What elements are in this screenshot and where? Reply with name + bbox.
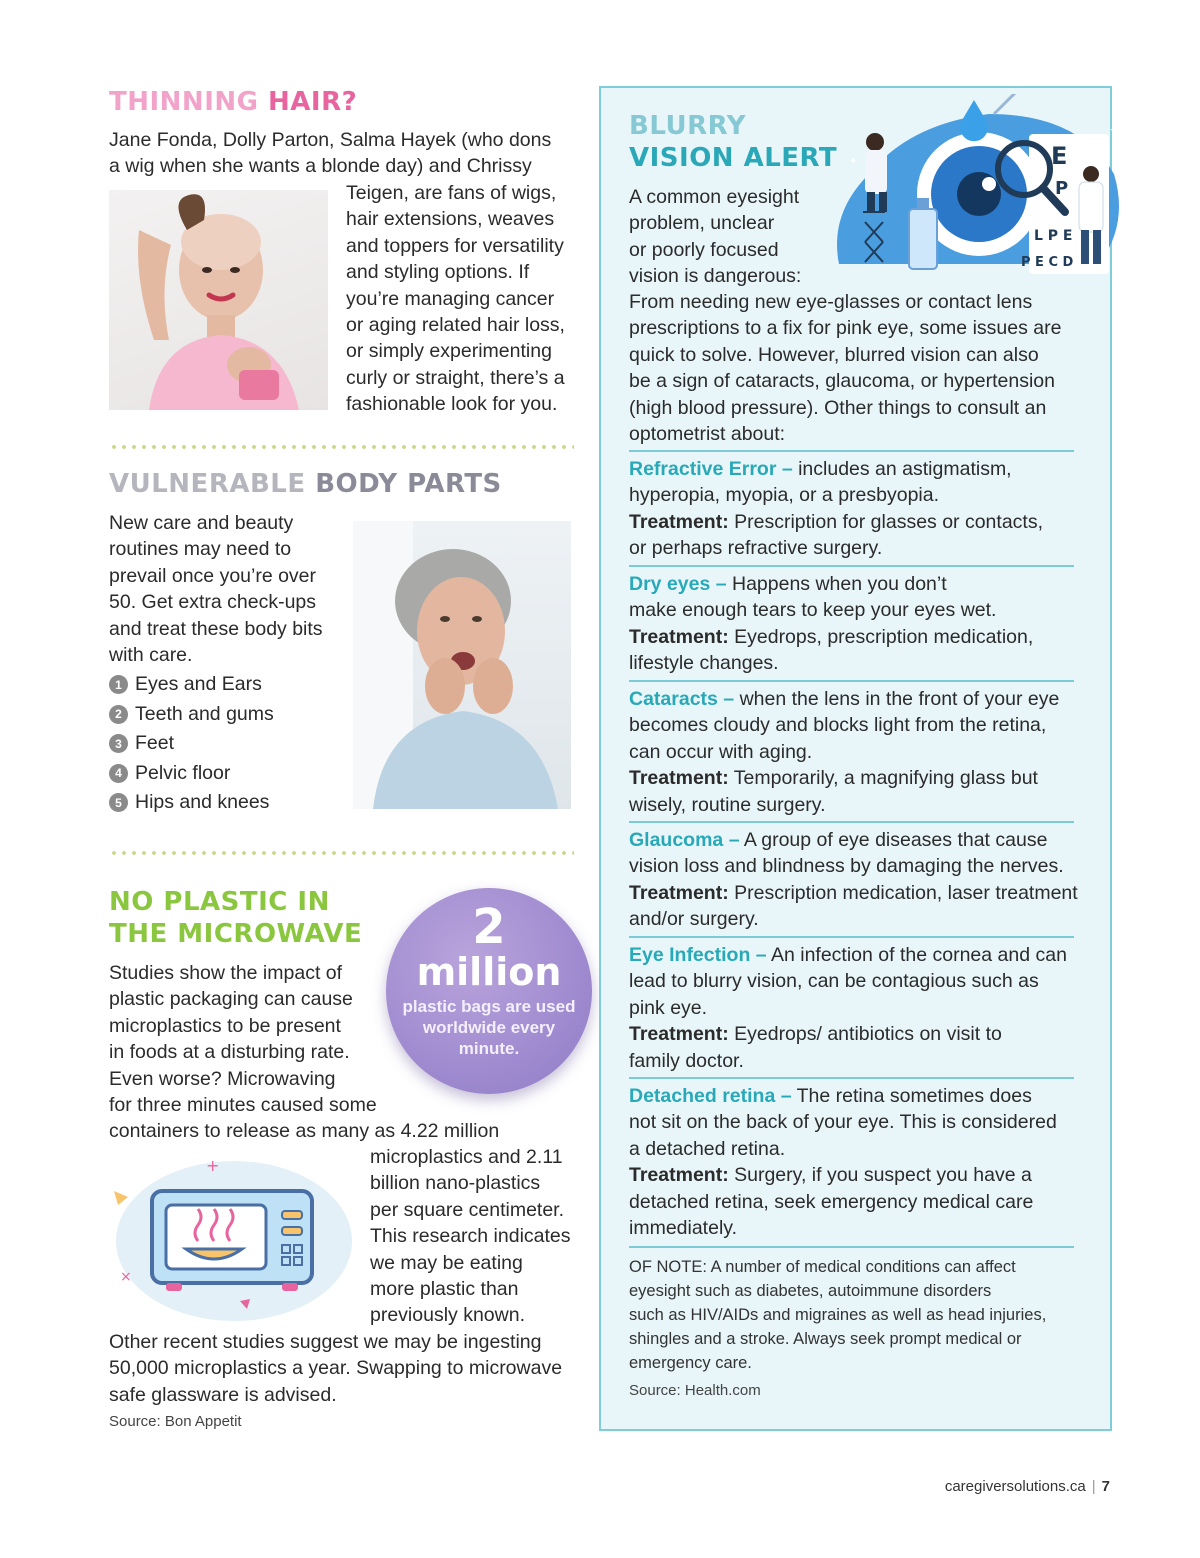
condition-title: Eye Infection – bbox=[629, 944, 767, 966]
text-line bbox=[629, 686, 1091, 712]
treatment-text: Temporarily, a magnifying glass but bbox=[728, 767, 1038, 790]
number-badge: 2 bbox=[109, 705, 128, 724]
text-line: vision is dangerous: bbox=[629, 265, 802, 288]
heading-dark-part: BODY PARTS bbox=[315, 469, 502, 499]
text-line: in foods at a disturbing rate. bbox=[109, 1041, 350, 1064]
text-line: billion nano-plastics bbox=[370, 1172, 541, 1195]
treatment-label: Treatment: bbox=[629, 881, 729, 904]
text-line: or poorly focused bbox=[629, 238, 779, 261]
condition-cataracts bbox=[629, 686, 1091, 818]
stat-caption: plastic bags are used worldwide every minute. bbox=[402, 997, 576, 1058]
list-item bbox=[109, 670, 274, 700]
bald-woman-illustration bbox=[109, 190, 328, 410]
treatment-label: Treatment: bbox=[629, 625, 729, 648]
text-line: lead to blurry vision, can be contagious such as bbox=[629, 970, 1039, 993]
text-line: family doctor. bbox=[629, 1049, 744, 1072]
condition-text: An infection of the cornea and can bbox=[766, 944, 1067, 966]
page-footer bbox=[945, 1478, 1110, 1495]
text-line: OF NOTE: A number of medical conditions can affect bbox=[629, 1258, 1016, 1276]
plastic-text-b bbox=[370, 1144, 580, 1329]
text-line: and toppers for versatility bbox=[346, 234, 564, 257]
text-line: safe glassware is advised. bbox=[109, 1383, 337, 1406]
text-line bbox=[629, 1021, 1091, 1047]
text-line: 50. Get extra check-ups bbox=[109, 591, 317, 614]
condition-eye-infection bbox=[629, 942, 1091, 1074]
svg-text:✦: ✦ bbox=[1109, 123, 1120, 137]
text-line: prevail once you’re over bbox=[109, 564, 317, 587]
text-line: becomes cloudy and blocks light from the retina, bbox=[629, 714, 1047, 737]
section-rule bbox=[629, 1246, 1074, 1248]
blurry-vision-box bbox=[599, 86, 1120, 1431]
chart-letter: L P E bbox=[1034, 228, 1073, 244]
text-line: shingles and a stroke. Always seek prompt medical or bbox=[629, 1330, 1022, 1348]
condition-refractive-error bbox=[629, 456, 1091, 562]
heading-line: THE MICROWAVE bbox=[109, 919, 363, 949]
text-line: This research indicates bbox=[370, 1225, 571, 1248]
chart-letter: P E C D bbox=[1021, 255, 1074, 270]
condition-text: includes an astigmatism, bbox=[792, 458, 1012, 480]
text-line: and/or surgery. bbox=[629, 908, 759, 931]
text-line: and styling options. If bbox=[346, 261, 530, 284]
heading-line: BLURRY bbox=[629, 111, 747, 141]
eye-exam-illustration bbox=[829, 94, 1129, 284]
stat-number: 2 bbox=[472, 899, 506, 955]
treatment-label: Treatment: bbox=[629, 510, 729, 533]
woman-flossing-illustration bbox=[353, 521, 571, 809]
text-line: routines may need to bbox=[109, 538, 292, 561]
list-item bbox=[109, 788, 274, 818]
page-number: 7 bbox=[1101, 1478, 1110, 1495]
section-rule bbox=[629, 821, 1074, 823]
text-line: curly or straight, there’s a bbox=[346, 366, 565, 389]
condition-text: Happens when you don’t bbox=[726, 573, 947, 595]
vision-intro-short bbox=[629, 184, 829, 290]
plastic-text-a bbox=[109, 960, 574, 1145]
treatment-text: Prescription for glasses or contacts, bbox=[728, 510, 1043, 533]
text-line: optometrist about: bbox=[629, 423, 786, 446]
text-line bbox=[629, 880, 1091, 906]
text-line: immediately. bbox=[629, 1217, 738, 1240]
section-rule bbox=[629, 565, 1074, 567]
left-column bbox=[109, 86, 574, 1446]
treatment-label: Treatment: bbox=[629, 1164, 729, 1187]
text-line: New care and beauty bbox=[109, 512, 294, 534]
condition-glaucoma bbox=[629, 827, 1091, 933]
section-rule bbox=[629, 1077, 1074, 1079]
number-badge: 5 bbox=[109, 793, 128, 812]
text-line: eyesight such as diabetes, autoimmune disorders bbox=[629, 1282, 992, 1300]
condition-detached-retina bbox=[629, 1083, 1091, 1241]
treatment-label: Treatment: bbox=[629, 1023, 729, 1046]
list-item-label: Feet bbox=[135, 732, 175, 755]
text-line: for three minutes caused some bbox=[109, 1094, 377, 1117]
text-line: pink eye. bbox=[629, 996, 708, 1019]
woman-flossing-photo bbox=[353, 521, 571, 809]
text-line: quick to solve. However, blurred vision can also bbox=[629, 343, 1039, 366]
text-line: previously known. bbox=[370, 1304, 525, 1327]
text-line: From needing new eye-glasses or contact lens bbox=[629, 291, 1033, 313]
text-line: make enough tears to keep your eyes wet. bbox=[629, 599, 997, 622]
plastic-text-c bbox=[109, 1329, 574, 1408]
text-line: microplastics to be present bbox=[109, 1014, 341, 1037]
body-parts-list bbox=[109, 670, 274, 818]
text-line: vision loss and blindness by damaging the nerves. bbox=[629, 855, 1064, 878]
treatment-text: Eyedrops/ antibiotics on visit to bbox=[728, 1023, 1002, 1046]
dotted-divider bbox=[109, 445, 574, 449]
treatment-text: Prescription medication, laser treatment bbox=[728, 881, 1078, 904]
text-line: containers to release as many as 4.22 million bbox=[109, 1120, 500, 1143]
bald-woman-photo bbox=[109, 190, 328, 410]
heading-dark-part: HAIR? bbox=[268, 87, 358, 117]
body-parts-heading bbox=[109, 468, 502, 500]
condition-text: The retina sometimes does bbox=[791, 1085, 1032, 1107]
text-line: fashionable look for you. bbox=[346, 393, 558, 416]
heading-light-part: VULNERABLE bbox=[109, 469, 306, 499]
text-line bbox=[629, 624, 1091, 650]
eye-icon bbox=[829, 94, 1129, 284]
treatment-text: Eyedrops, prescription medication, bbox=[728, 625, 1034, 648]
chart-letter: E bbox=[1051, 142, 1068, 170]
text-line: a wig when she wants a blonde day) and Chrissy bbox=[109, 155, 532, 178]
text-line: or simply experimenting bbox=[346, 340, 552, 363]
text-line: 50,000 microplastics a year. Swapping to microwave bbox=[109, 1357, 563, 1380]
text-line: plastic packaging can cause bbox=[109, 988, 353, 1011]
text-line: emergency care. bbox=[629, 1354, 752, 1372]
text-line: we may be eating bbox=[370, 1251, 523, 1274]
text-line bbox=[629, 827, 1091, 853]
text-line bbox=[629, 456, 1091, 482]
number-badge: 1 bbox=[109, 675, 128, 694]
plastic-heading bbox=[109, 886, 362, 950]
condition-title: Cataracts – bbox=[629, 688, 735, 710]
stat-unit: million bbox=[416, 950, 562, 994]
text-line: can occur with aging. bbox=[629, 740, 813, 763]
text-line: problem, unclear bbox=[629, 212, 775, 235]
text-line: per square centimeter. bbox=[370, 1198, 565, 1221]
number-badge: 3 bbox=[109, 734, 128, 753]
condition-title: Glaucoma – bbox=[629, 829, 740, 851]
condition-title: Detached retina – bbox=[629, 1085, 792, 1107]
section-rule bbox=[629, 936, 1074, 938]
text-line: (high blood pressure). Other things to consult an bbox=[629, 396, 1047, 419]
list-item-label: Teeth and gums bbox=[135, 702, 274, 725]
heading-light-part: THINNING bbox=[109, 87, 259, 117]
microwave-illustration bbox=[114, 1151, 354, 1323]
text-line: prescriptions to a fix for pink eye, some issues are bbox=[629, 317, 1062, 340]
condition-title: Dry eyes – bbox=[629, 573, 727, 595]
text-line: A common eyesight bbox=[629, 186, 800, 208]
list-item-label: Eyes and Ears bbox=[135, 673, 262, 696]
treatment-text: Surgery, if you suspect you have a bbox=[728, 1164, 1032, 1187]
condition-text: when the lens in the front of your eye bbox=[734, 688, 1060, 710]
text-line: a detached retina. bbox=[629, 1137, 786, 1160]
footer-separator: | bbox=[1091, 1478, 1096, 1495]
text-line: you’re managing cancer bbox=[346, 287, 555, 310]
vision-source: Source: Health.com bbox=[629, 1382, 761, 1399]
text-line: Jane Fonda, Dolly Parton, Salma Hayek (who dons bbox=[109, 129, 552, 151]
plastic-source: Source: Bon Appetit bbox=[109, 1413, 242, 1430]
text-line: or perhaps refractive surgery. bbox=[629, 537, 883, 560]
list-item bbox=[109, 700, 274, 730]
treatment-label: Treatment: bbox=[629, 767, 729, 790]
number-badge: 4 bbox=[109, 764, 128, 783]
vision-intro-long bbox=[629, 289, 1099, 447]
text-line: be a sign of cataracts, glaucoma, or hypertension bbox=[629, 370, 1055, 393]
text-line bbox=[629, 1083, 1091, 1109]
thinning-hair-heading bbox=[109, 86, 357, 118]
text-line bbox=[629, 765, 1091, 791]
of-note-block bbox=[629, 1255, 1091, 1375]
text-line: not sit on the back of your eye. This is considered bbox=[629, 1111, 1057, 1134]
condition-text: A group of eye diseases that cause bbox=[739, 829, 1048, 851]
chart-letter: P bbox=[1055, 178, 1069, 199]
condition-title: Refractive Error – bbox=[629, 458, 793, 480]
section-rule bbox=[629, 680, 1074, 682]
dotted-divider bbox=[109, 851, 574, 855]
text-line: lifestyle changes. bbox=[629, 652, 779, 675]
thinning-hair-wrap-text bbox=[346, 180, 576, 418]
text-line bbox=[629, 571, 1091, 597]
text-line: and treat these body bits bbox=[109, 617, 323, 640]
text-line: more plastic than bbox=[370, 1278, 519, 1301]
text-line: such as HIV/AIDs and migraines as well as head injuries, bbox=[629, 1306, 1047, 1324]
svg-text:×: × bbox=[120, 1269, 132, 1285]
list-item bbox=[109, 729, 274, 759]
heading-line: NO PLASTIC IN bbox=[109, 887, 330, 917]
heading-line: VISION ALERT bbox=[629, 143, 838, 173]
text-line: with care. bbox=[109, 644, 193, 667]
svg-text:+: + bbox=[206, 1156, 220, 1175]
list-item bbox=[109, 759, 274, 789]
svg-text:✦: ✦ bbox=[849, 156, 858, 167]
text-line: wisely, routine surgery. bbox=[629, 793, 826, 816]
microwave-icon bbox=[114, 1151, 354, 1323]
text-line bbox=[629, 509, 1091, 535]
body-parts-intro bbox=[109, 510, 344, 668]
vision-heading bbox=[629, 110, 837, 174]
text-line: hyperopia, myopia, or a presbyopia. bbox=[629, 484, 940, 507]
text-line: microplastics and 2.11 bbox=[370, 1146, 563, 1168]
text-line bbox=[629, 942, 1091, 968]
text-line: Teigen, are fans of wigs, bbox=[346, 182, 557, 204]
text-line: Even worse? Microwaving bbox=[109, 1067, 336, 1090]
section-rule bbox=[629, 450, 1074, 452]
thinning-hair-intro bbox=[109, 127, 574, 180]
text-line bbox=[629, 1162, 1091, 1188]
footer-site: caregiversolutions.ca bbox=[944, 1478, 1086, 1495]
text-line: Studies show the impact of bbox=[109, 962, 343, 984]
condition-dry-eyes bbox=[629, 571, 1091, 677]
text-line: Other recent studies suggest we may be ingesting bbox=[109, 1331, 542, 1353]
list-item-label: Hips and knees bbox=[135, 791, 270, 814]
list-item-label: Pelvic floor bbox=[135, 761, 231, 784]
text-line: hair extensions, weaves bbox=[346, 208, 555, 231]
text-line: detached retina, seek emergency medical care bbox=[629, 1190, 1034, 1213]
text-line: or aging related hair loss, bbox=[346, 314, 565, 337]
